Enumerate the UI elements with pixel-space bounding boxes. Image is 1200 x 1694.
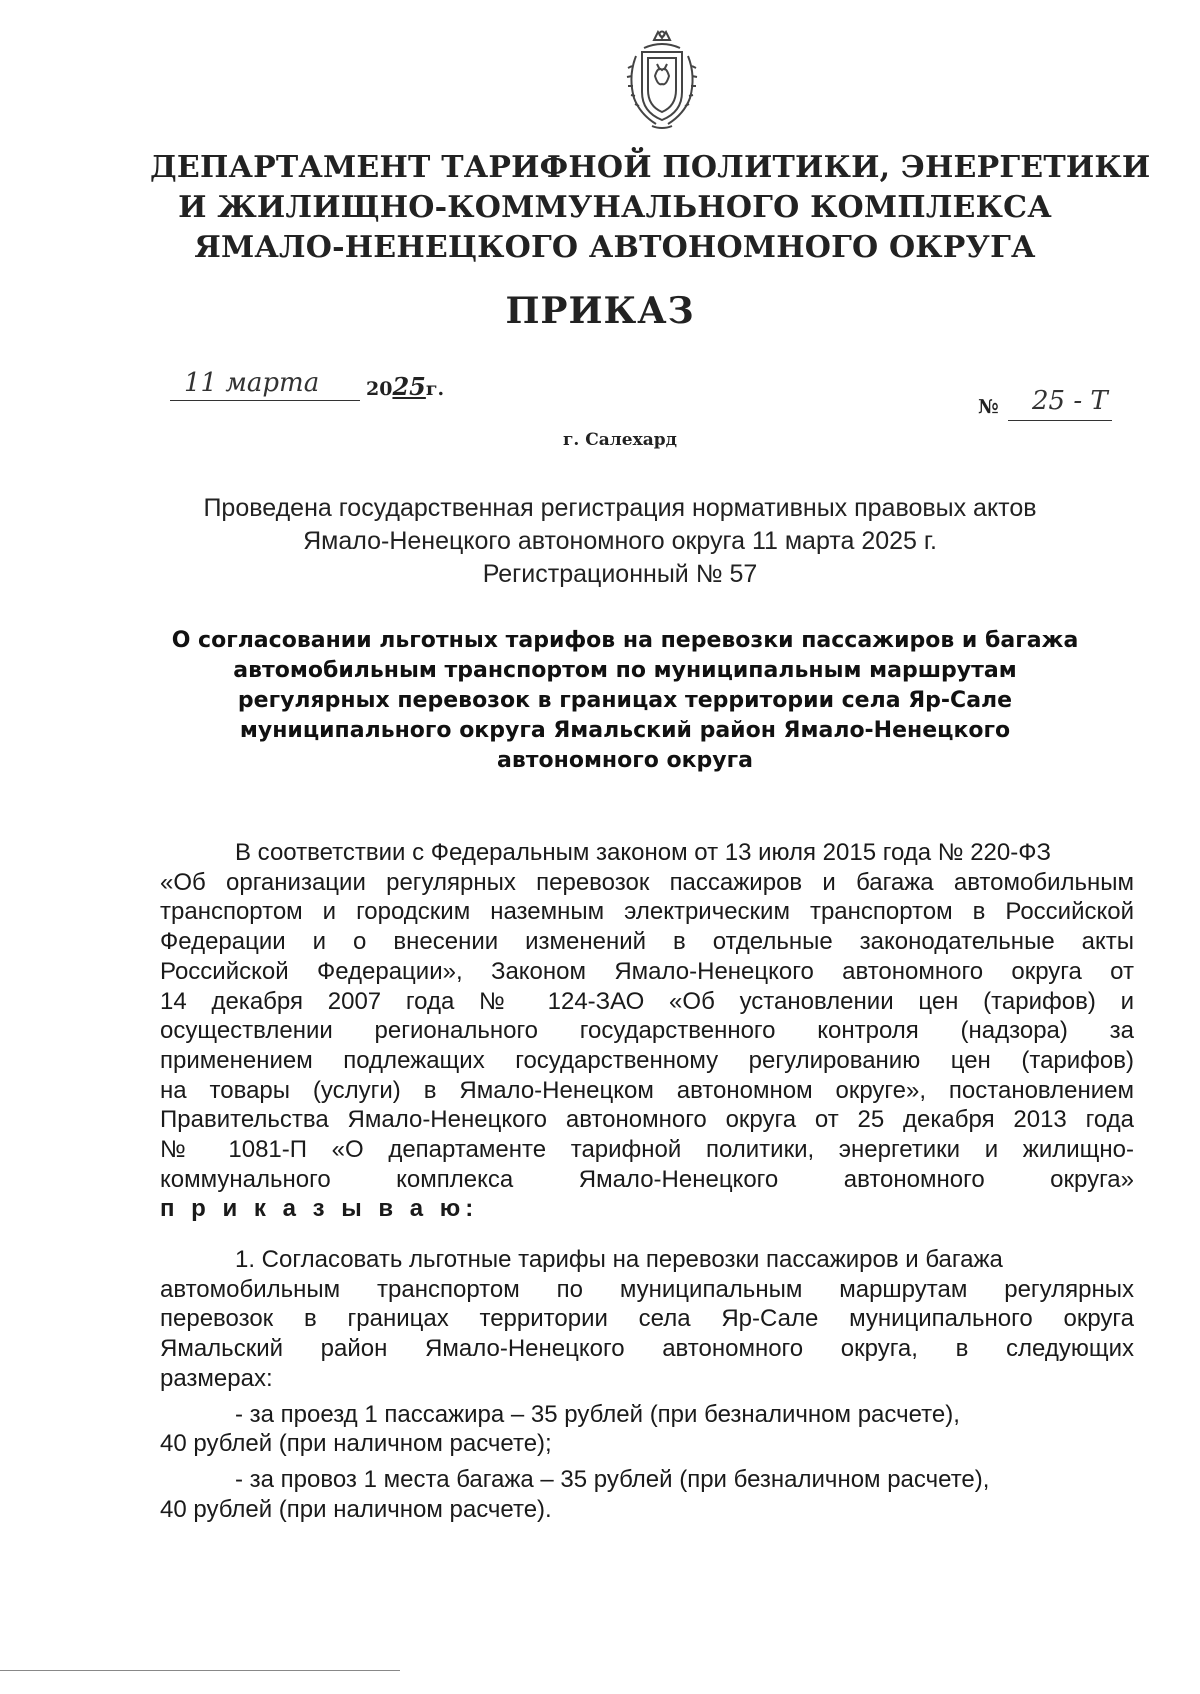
number-label: №: [978, 396, 999, 418]
subject-line-1: О согласовании льготных тарифов на перевозки пассажиров и багажа: [171, 628, 1079, 653]
preamble-line: на товары (услуги) в Ямало-Ненецком автономном округе», постановлением: [160, 1076, 1134, 1104]
item-1-line: Ямальский район Ямало-Ненецкого автономного округа, в следующих: [160, 1335, 1134, 1363]
order-number: [978, 386, 1138, 424]
footer-divider: [0, 1670, 400, 1671]
subject-line-5: автономного округа: [497, 748, 753, 773]
decree-word: п р и к а з ы в а ю:: [160, 1195, 479, 1223]
item-1-paragraph: [160, 1245, 1134, 1524]
registration-line-3: Регистрационный № 57: [482, 560, 758, 588]
preamble-line: В соответствии с Федеральным законом от 13 июля 2015 года № 220-ФЗ: [235, 839, 1051, 866]
preamble-line: № 1081-П «О департаменте тарифной политики, энергетики и жилищно-: [160, 1136, 1134, 1164]
tariff-baggage-line: 40 рублей (при наличном расчете).: [160, 1495, 552, 1523]
date-underline: [170, 400, 360, 401]
number-underline: [1008, 420, 1112, 421]
year-suffix: г.: [425, 378, 445, 400]
order-subject: [160, 626, 1090, 776]
preamble-line: применением подлежащих государственному регулированию цен (тарифов): [160, 1046, 1134, 1074]
preamble-line: Федерации и о внесении изменений в отдельные законодательные акты: [160, 928, 1134, 956]
tariff-passenger-line: - за проезд 1 пассажира – 35 рублей (при безналичном расчете),: [235, 1400, 960, 1428]
city-name: г. Салехард: [563, 430, 677, 450]
coat-of-arms-icon: [622, 26, 702, 134]
subject-line-4: муниципального округа Ямальский район Ямало-Ненецкого: [239, 718, 1011, 743]
department-name: [150, 148, 1151, 268]
registration-line-2: Ямало-Ненецкого автономного округа 11 марта 2025 г.: [303, 527, 937, 555]
order-date: [170, 368, 445, 404]
item-1-line: автомобильным транспортом по муниципальным маршрутам регулярных: [160, 1275, 1134, 1303]
preamble-line: Российской Федерации», Законом Ямало-Ненецкого автономного округа от: [160, 957, 1134, 985]
document-type-title: ПРИКАЗ: [505, 290, 695, 332]
year-field: [366, 372, 444, 401]
item-1-line: перевозок в границах территории села Яр-Сале муниципального округа: [160, 1305, 1134, 1333]
preamble-line: транспортом и городским наземным электрическим транспортом в Российской: [160, 898, 1134, 926]
item-1-line: размерах:: [160, 1364, 273, 1392]
subject-line-3: регулярных перевозок в границах территории села Яр-Сале: [237, 688, 1013, 713]
subject-line-2: автомобильным транспортом по муниципальным маршрутам: [233, 658, 1017, 683]
year-handwritten: 25: [392, 372, 426, 401]
tariff-baggage-line: - за провоз 1 места багажа – 35 рублей (при безналичном расчете),: [235, 1465, 990, 1493]
preamble-line: Правительства Ямало-Ненецкого автономного округа от 25 декабря 2013 года: [160, 1106, 1134, 1134]
department-line-1: ДЕПАРТАМЕНТ ТАРИФНОЙ ПОЛИТИКИ, ЭНЕРГЕТИКИ: [150, 150, 1151, 185]
preamble-line: осуществлении регионального государственного контроля (надзора) за: [160, 1017, 1134, 1045]
registration-note: [140, 492, 1100, 591]
tariff-passenger-line: 40 рублей (при наличном расчете);: [160, 1430, 552, 1458]
department-line-3: ЯМАЛО-НЕНЕЦКОГО АВТОНОМНОГО ОКРУГА: [194, 230, 1036, 265]
department-line-2: И ЖИЛИЩНО-КОММУНАЛЬНОГО КОМПЛЕКСА: [178, 190, 1052, 225]
preamble-paragraph: [160, 838, 1134, 1224]
date-handwritten: 11 марта: [184, 368, 320, 398]
registration-line-1: Проведена государственная регистрация нормативных правовых актов: [203, 494, 1037, 522]
preamble-line: коммунального комплекса Ямало-Ненецкого автономного округа»: [160, 1165, 1134, 1193]
item-1-line: 1. Согласовать льготные тарифы на перевозки пассажиров и багажа: [235, 1246, 1003, 1273]
year-prefix: 20: [366, 378, 393, 400]
preamble-line: «Об организации регулярных перевозок пассажиров и багажа автомобильным: [160, 868, 1134, 896]
preamble-line: 14 декабря 2007 года № 124-ЗАО «Об установлении цен (тарифов) и: [160, 987, 1134, 1015]
number-handwritten: 25 - Т: [1032, 386, 1108, 416]
